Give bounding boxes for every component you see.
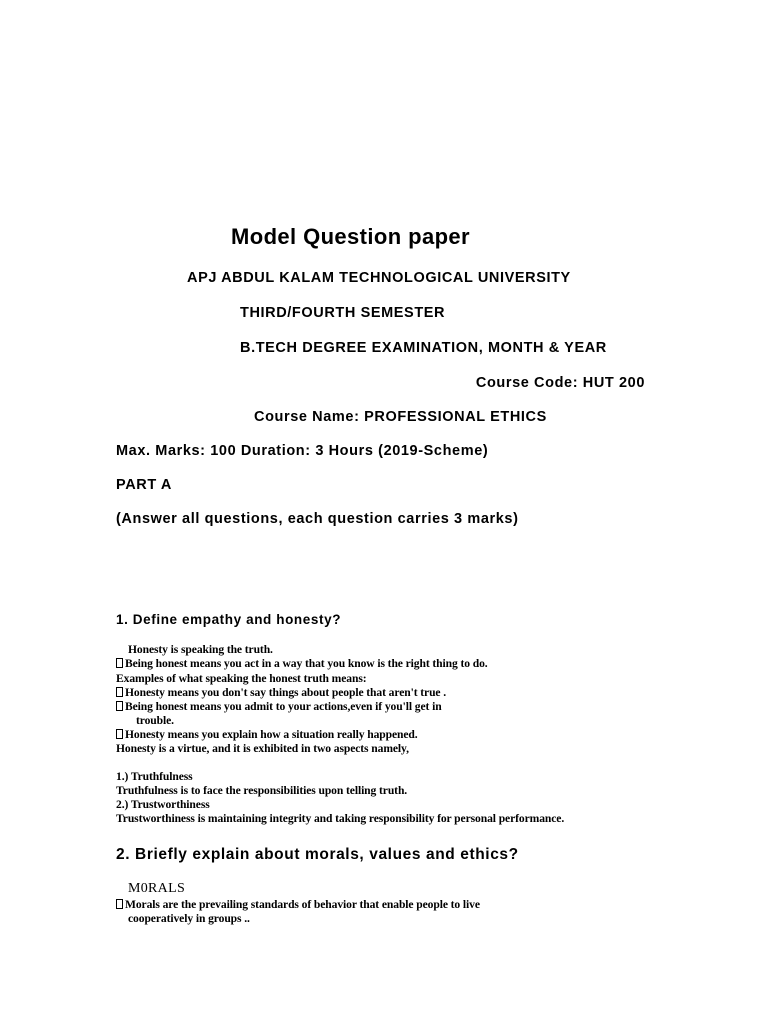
page-title: Model Question paper	[231, 224, 471, 249]
answer-line: Morals are the prevailing standards of behavior that enable people to live	[116, 898, 480, 912]
course-name: Course Name: PROFESSIONAL ETHICS	[254, 409, 547, 425]
missing-glyph-box-icon	[116, 658, 123, 668]
section-heading-morals: M0RALS	[128, 881, 186, 896]
missing-glyph-box-icon	[116, 687, 123, 697]
part-label: PART A	[116, 477, 172, 493]
question-2: 2. Briefly explain about morals, values and ethics?	[116, 846, 519, 863]
missing-glyph-box-icon	[116, 701, 123, 711]
answer-line: Examples of what speaking the honest truth means:	[116, 672, 367, 685]
instructions: (Answer all questions, each question carries 3 marks)	[116, 511, 519, 527]
marks-duration: Max. Marks: 100 Duration: 3 Hours (2019-Scheme)	[116, 443, 489, 459]
answer-line: Being honest means you admit to your actions,even if you'll get in	[116, 700, 442, 714]
answer-line: Being honest means you act in a way that you know is the right thing to do.	[116, 657, 488, 671]
course-code: Course Code: HUT 200	[475, 375, 645, 391]
answer-line: 1.) Truthfulness	[116, 770, 193, 783]
answer-line: Honesty means you explain how a situation really happened.	[116, 728, 418, 742]
answer-line: Trustworthiness is maintaining integrity and taking responsibility for personal performance.	[116, 812, 565, 825]
answer-line: Honesty is a virtue, and it is exhibited in two aspects namely,	[116, 742, 409, 755]
answer-line: Honesty is speaking the truth.	[128, 643, 273, 656]
semester-label: THIRD/FOURTH SEMESTER	[240, 305, 446, 321]
missing-glyph-box-icon	[116, 899, 123, 909]
exam-label: B.TECH DEGREE EXAMINATION, MONTH & YEAR	[240, 340, 607, 356]
answer-line: Honesty means you don't say things about people that aren't true .	[116, 686, 446, 700]
university-name: APJ ABDUL KALAM TECHNOLOGICAL UNIVERSITY	[187, 270, 571, 286]
answer-line: cooperatively in groups ..	[128, 912, 250, 925]
answer-line: trouble.	[136, 714, 174, 727]
answer-line: 2.) Trustworthiness	[116, 798, 210, 811]
question-1: 1. Define empathy and honesty?	[116, 612, 342, 627]
missing-glyph-box-icon	[116, 729, 123, 739]
answer-line: Truthfulness is to face the responsibilities upon telling truth.	[116, 784, 408, 797]
